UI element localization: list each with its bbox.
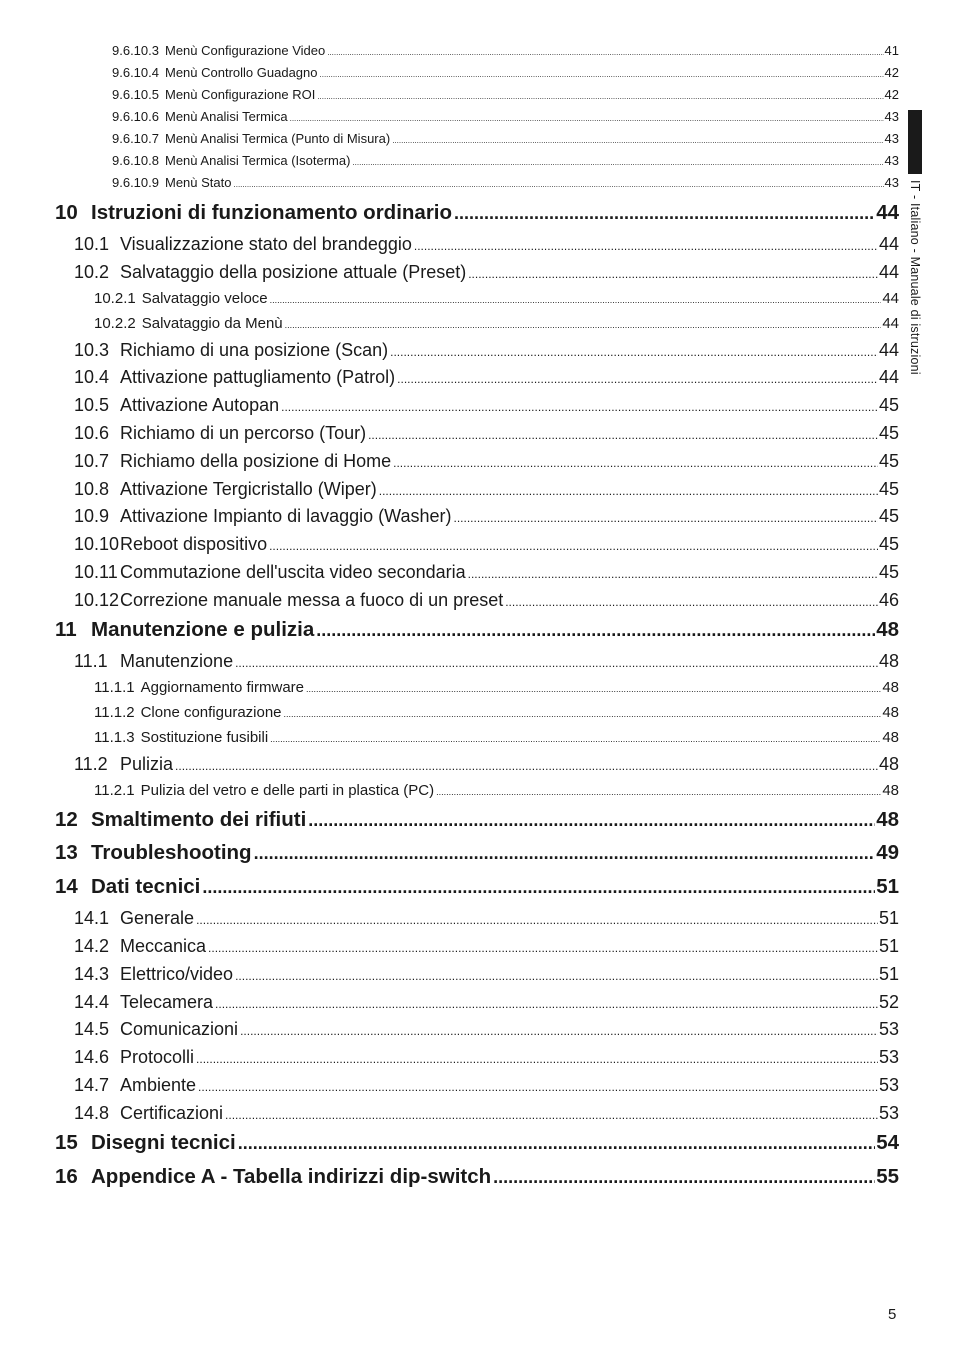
toc-entry[interactable] — [74, 964, 899, 985]
toc-entry-page: 52 — [878, 992, 899, 1012]
toc-entry-number: 13 — [55, 841, 78, 864]
dot-leader — [284, 709, 882, 719]
toc-entry-page: 44 — [882, 290, 899, 307]
toc-entry-title: Menù Stato — [165, 175, 232, 190]
toc-entry-title: Menù Analisi Termica (Punto di Misura) — [165, 131, 391, 146]
dot-leader — [290, 114, 884, 123]
toc-entry-title: Menù Analisi Termica (Isoterma) — [165, 153, 351, 168]
toc-entry-title: Istruzioni di funzionamento ordinario — [91, 201, 453, 224]
toc-entry-page: 45 — [878, 479, 899, 499]
dot-leader — [281, 400, 878, 414]
toc-entry-number: 9.6.10.3 — [112, 43, 159, 58]
toc-entry-page: 51 — [876, 875, 899, 898]
toc-entry-page: 43 — [884, 131, 899, 146]
toc-entry-number: 16 — [55, 1165, 78, 1188]
toc-entry[interactable] — [74, 908, 899, 929]
toc-entry-number: 12 — [55, 808, 78, 831]
toc-entry-number: 9.6.10.7 — [112, 131, 159, 146]
dot-leader — [225, 1108, 878, 1122]
toc-entry-number: 9.6.10.5 — [112, 87, 159, 102]
toc-entry-page: 53 — [878, 1019, 899, 1039]
dot-leader — [254, 843, 876, 864]
toc-entry-page: 48 — [878, 754, 899, 774]
toc-entry-title: Ambiente — [120, 1075, 197, 1095]
toc-entry-title: Comunicazioni — [120, 1019, 239, 1039]
toc-entry[interactable] — [74, 395, 899, 416]
dot-leader — [393, 456, 878, 470]
toc-entry-title: Smaltimento dei rifiuti — [91, 808, 307, 831]
toc-entry[interactable] — [74, 506, 899, 527]
toc-entry[interactable] — [94, 782, 899, 799]
dot-leader — [436, 787, 881, 797]
toc-entry-title: Meccanica — [120, 936, 207, 956]
toc-entry[interactable] — [74, 234, 899, 255]
toc-entry-page: 42 — [884, 65, 899, 80]
toc-entry-number: 9.6.10.8 — [112, 153, 159, 168]
toc-entry[interactable] — [112, 153, 899, 168]
toc-entry[interactable] — [112, 109, 899, 124]
toc-entry-title: Menù Controllo Guadagno — [165, 65, 318, 80]
toc-entry-page: 55 — [876, 1165, 899, 1188]
toc-entry-number: 14.6 — [74, 1047, 110, 1067]
toc-entry-number: 10.12 — [74, 590, 120, 610]
toc-entry[interactable] — [94, 679, 899, 696]
toc-entry-number: 14.7 — [74, 1075, 110, 1095]
toc-entry[interactable] — [74, 262, 899, 283]
toc-entry[interactable] — [74, 423, 899, 444]
toc-entry-title: Attivazione Tergicristallo (Wiper) — [120, 479, 377, 499]
dot-leader — [392, 136, 883, 145]
toc-entry-title: Elettrico/video — [120, 964, 234, 984]
toc-entry-page: 42 — [884, 87, 899, 102]
toc-entry-title: Attivazione Autopan — [120, 395, 280, 415]
toc-entry-number: 10 — [55, 201, 78, 224]
toc-entry-title: Salvataggio da Menù — [141, 315, 283, 332]
toc-entry-title: Menù Configurazione ROI — [165, 87, 316, 102]
toc-entry[interactable] — [74, 479, 899, 500]
toc-entry-page: 48 — [876, 808, 899, 831]
dot-leader — [196, 913, 878, 927]
toc-chapter[interactable] — [55, 201, 899, 225]
dot-leader — [234, 180, 884, 189]
toc-entry-page: 43 — [884, 153, 899, 168]
dot-leader — [454, 511, 878, 525]
toc-entry-title: Dati tecnici — [91, 875, 201, 898]
dot-leader — [198, 1080, 878, 1094]
toc-entry-number: 9.6.10.9 — [112, 175, 159, 190]
page-number: 5 — [888, 1306, 897, 1323]
toc-entry-number: 9.6.10.6 — [112, 109, 159, 124]
toc-entry[interactable] — [74, 562, 899, 583]
dot-leader — [368, 428, 878, 442]
toc-entry[interactable] — [74, 1047, 899, 1068]
toc-entry-number: 10.8 — [74, 479, 110, 499]
dot-leader — [505, 595, 878, 609]
toc-chapter[interactable] — [55, 618, 899, 642]
toc-entry-title: Richiamo di una posizione (Scan) — [120, 340, 389, 360]
dot-leader — [414, 239, 878, 253]
toc-entry-page: 46 — [878, 590, 899, 610]
toc-chapter[interactable] — [55, 1131, 899, 1155]
toc-entry[interactable] — [112, 43, 899, 58]
toc-entry[interactable] — [112, 175, 899, 190]
dot-leader — [379, 484, 878, 498]
dot-leader — [269, 539, 878, 553]
dot-leader — [235, 656, 878, 670]
toc-entry-page: 44 — [878, 234, 899, 254]
toc-entry-number: 10.6 — [74, 423, 110, 443]
toc-entry-page: 53 — [878, 1103, 899, 1123]
toc-entry-number: 11 — [55, 618, 77, 641]
toc-entry-title: Troubleshooting — [91, 841, 252, 864]
toc-entry-page: 51 — [878, 908, 899, 928]
toc-entry-title: Aggiornamento firmware — [140, 679, 304, 696]
dot-leader — [468, 267, 878, 281]
toc-entry[interactable] — [74, 992, 899, 1013]
toc-entry-page: 45 — [878, 395, 899, 415]
toc-entry-number: 9.6.10.4 — [112, 65, 159, 80]
toc-entry-number: 14 — [55, 875, 78, 898]
toc-entry-title: Attivazione pattugliamento (Patrol) — [120, 367, 396, 387]
toc-entry-number: 11.1.3 — [94, 729, 135, 746]
toc-entry[interactable] — [74, 340, 899, 361]
toc-entry[interactable] — [74, 754, 899, 775]
toc-entry-page: 43 — [884, 109, 899, 124]
toc-entry[interactable] — [74, 651, 899, 672]
dot-leader — [320, 70, 884, 79]
toc-entry-number: 14.3 — [74, 964, 110, 984]
dot-leader — [202, 877, 875, 898]
toc-entry-title: Certificazioni — [120, 1103, 224, 1123]
dot-leader — [240, 1024, 878, 1038]
toc-entry[interactable] — [74, 1075, 899, 1096]
toc-entry-title: Generale — [120, 908, 195, 928]
toc-entry-title: Commutazione dell'uscita video secondaria — [120, 562, 466, 582]
toc-entry-number: 14.2 — [74, 936, 110, 956]
dot-leader — [285, 320, 882, 330]
dot-leader — [493, 1167, 875, 1188]
toc-entry-page: 53 — [878, 1047, 899, 1067]
toc-entry-number: 14.8 — [74, 1103, 110, 1123]
toc-entry[interactable] — [74, 451, 899, 472]
toc-entry-page: 48 — [878, 651, 899, 671]
toc-entry-page: 45 — [878, 506, 899, 526]
toc-entry-page: 49 — [876, 841, 899, 864]
toc-entry[interactable] — [74, 1103, 899, 1124]
toc-entry-number: 10.1 — [74, 234, 110, 254]
toc-entry-number: 10.2.1 — [94, 290, 136, 307]
toc-entry-page: 45 — [878, 534, 899, 554]
toc-entry-title: Visualizzazione stato del brandeggio — [120, 234, 412, 254]
toc-chapter[interactable] — [55, 875, 899, 899]
toc-entry-title: Richiamo della posizione di Home — [120, 451, 392, 471]
dot-leader — [270, 734, 881, 744]
toc-entry-page: 48 — [882, 729, 899, 746]
toc-chapter[interactable] — [55, 841, 899, 865]
toc-entry-title: Disegni tecnici — [91, 1131, 236, 1154]
toc-entry-page: 51 — [878, 936, 899, 956]
dot-leader — [308, 810, 875, 831]
dot-leader — [468, 567, 878, 581]
dot-leader — [317, 92, 883, 101]
toc-entry-number: 10.5 — [74, 395, 110, 415]
toc-entry-page: 48 — [882, 679, 899, 696]
dot-leader — [316, 620, 875, 641]
toc-entry-title: Richiamo di un percorso (Tour) — [120, 423, 367, 443]
toc-entry-number: 11.2 — [74, 754, 108, 774]
toc-entry[interactable] — [74, 534, 899, 555]
toc-entry-number: 11.2.1 — [94, 782, 135, 799]
toc-entry-number: 10.7 — [74, 451, 110, 471]
dot-leader — [175, 759, 878, 773]
toc-entry-title: Pulizia del vetro e delle parti in plastica (PC) — [140, 782, 435, 799]
side-language-label: IT - Italiano - Manuale di istruzioni — [908, 180, 922, 375]
toc-entry-page: 44 — [878, 367, 899, 387]
toc-entry-number: 11.1 — [74, 651, 108, 671]
toc-chapter[interactable] — [55, 1165, 899, 1189]
toc-entry[interactable] — [94, 315, 899, 332]
toc-entry-page: 48 — [876, 618, 899, 641]
toc-entry-title: Correzione manuale messa a fuoco di un preset — [120, 590, 504, 610]
toc-entry-title: Pulizia — [120, 754, 174, 774]
dot-leader — [390, 345, 878, 359]
toc-chapter[interactable] — [55, 808, 899, 832]
dot-leader — [352, 158, 883, 167]
toc-entry-page: 45 — [878, 562, 899, 582]
toc-entry-title: Sostituzione fusibili — [140, 729, 269, 746]
toc-entry-page: 54 — [876, 1131, 899, 1154]
toc-entry-page: 48 — [882, 704, 899, 721]
toc-entry-number: 11.1.2 — [94, 704, 135, 721]
dot-leader — [196, 1052, 878, 1066]
language-tab-marker — [908, 110, 922, 174]
dot-leader — [208, 941, 878, 955]
toc-entry-title: Telecamera — [120, 992, 214, 1012]
toc-entry-title: Clone configurazione — [140, 704, 282, 721]
toc-entry-title: Menù Configurazione Video — [165, 43, 326, 58]
dot-leader — [306, 684, 881, 694]
toc-entry-page: 48 — [882, 782, 899, 799]
toc-entry-number: 10.11 — [74, 562, 118, 582]
toc-entry[interactable] — [94, 290, 899, 307]
dot-leader — [238, 1133, 876, 1154]
toc-entry-number: 14.5 — [74, 1019, 110, 1039]
dot-leader — [215, 997, 878, 1011]
toc-entry[interactable] — [112, 65, 899, 80]
dot-leader — [235, 969, 878, 983]
toc-entry-page: 53 — [878, 1075, 899, 1095]
toc-entry-number: 10.2.2 — [94, 315, 136, 332]
toc-entry-title: Reboot dispositivo — [120, 534, 268, 554]
toc-entry-page: 51 — [878, 964, 899, 984]
toc-entry-title: Manutenzione — [120, 651, 234, 671]
toc-entry-number: 15 — [55, 1131, 78, 1154]
dot-leader — [327, 48, 883, 57]
toc-entry-number: 10.3 — [74, 340, 110, 360]
toc-entry-number: 11.1.1 — [94, 679, 135, 696]
toc-entry-title: Protocolli — [120, 1047, 195, 1067]
toc-entry-number: 14.1 — [74, 908, 110, 928]
toc-entry-page: 45 — [878, 451, 899, 471]
toc-entry-page: 44 — [878, 262, 899, 282]
toc-entry-title: Menù Analisi Termica — [165, 109, 288, 124]
toc-entry-title: Appendice A - Tabella indirizzi dip-switch — [91, 1165, 492, 1188]
dot-leader — [397, 372, 878, 386]
toc-entry-page: 41 — [884, 43, 899, 58]
toc-entry-title: Salvataggio della posizione attuale (Preset) — [120, 262, 467, 282]
toc-entry[interactable] — [74, 590, 899, 611]
toc-entry-page: 45 — [878, 423, 899, 443]
toc-entry-number: 10.10 — [74, 534, 120, 554]
toc-entry-page: 44 — [878, 340, 899, 360]
toc-entry-title: Manutenzione e pulizia — [91, 618, 315, 641]
toc-entry[interactable] — [74, 367, 899, 388]
toc-entry-number: 10.2 — [74, 262, 110, 282]
dot-leader — [270, 295, 882, 305]
toc-entry[interactable] — [94, 729, 899, 746]
toc-entry-page: 44 — [876, 201, 899, 224]
toc-entry[interactable] — [112, 87, 899, 102]
dot-leader — [454, 203, 875, 224]
toc-entry-number: 10.9 — [74, 506, 110, 526]
toc-entry[interactable] — [112, 131, 899, 146]
toc-entry-page: 44 — [882, 315, 899, 332]
toc-entry-number: 14.4 — [74, 992, 110, 1012]
toc-entry[interactable] — [74, 1019, 899, 1040]
toc-entry-title: Attivazione Impianto di lavaggio (Washer) — [120, 506, 452, 526]
toc-entry-page: 43 — [884, 175, 899, 190]
toc-entry-number: 10.4 — [74, 367, 110, 387]
toc-entry-title: Salvataggio veloce — [141, 290, 268, 307]
toc-entry[interactable] — [74, 936, 899, 957]
toc-entry[interactable] — [94, 704, 899, 721]
